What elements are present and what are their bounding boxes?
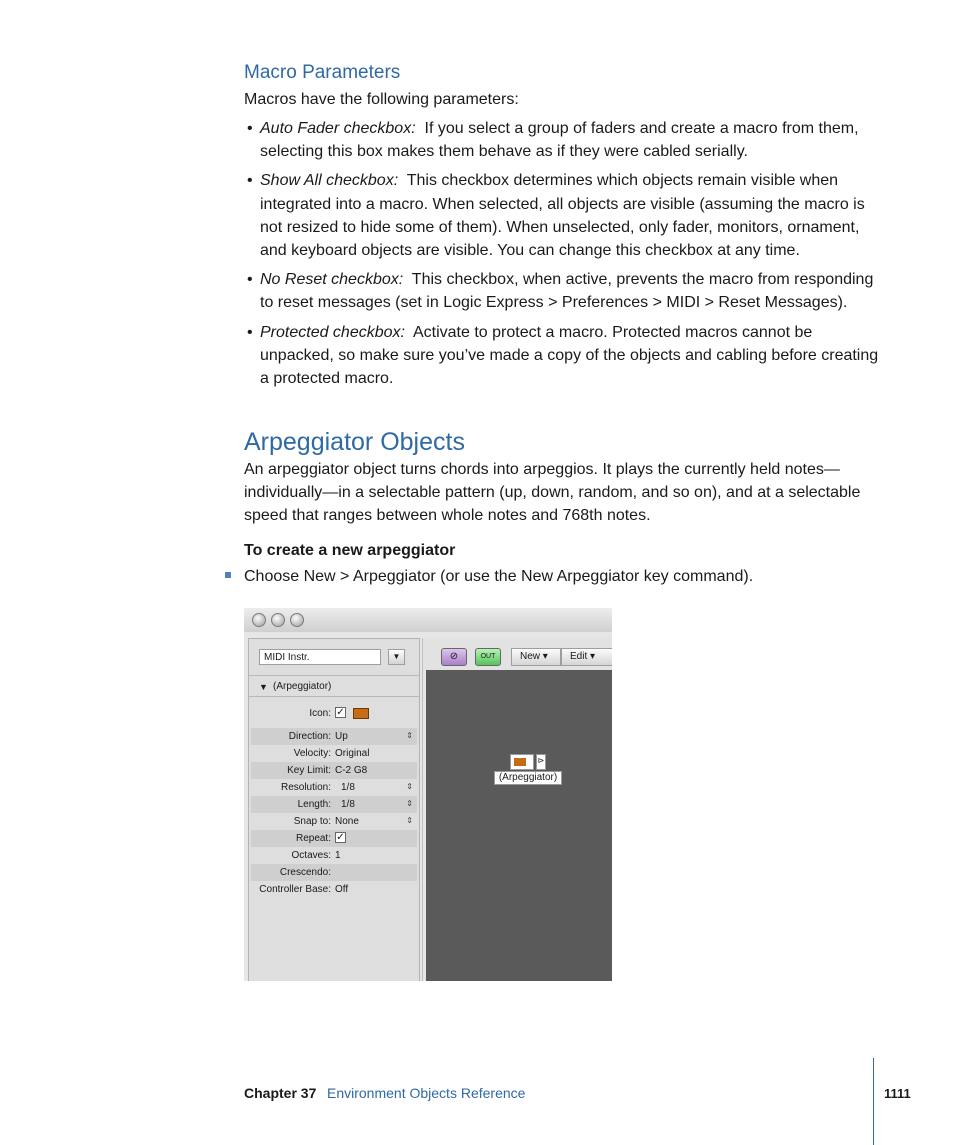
param-row-velocity[interactable] bbox=[251, 745, 417, 762]
group-label: (Arpeggiator) bbox=[273, 681, 332, 692]
param-label: Octaves: bbox=[291, 850, 331, 861]
param-label: Key Limit: bbox=[287, 765, 331, 776]
bullet-dot: • bbox=[247, 120, 253, 137]
param-row-key-limit[interactable] bbox=[251, 762, 417, 779]
param-row-octaves[interactable] bbox=[251, 847, 417, 864]
item-term: Auto Fader checkbox: bbox=[260, 120, 416, 137]
close-window-icon[interactable] bbox=[252, 613, 266, 627]
disclosure-triangle-icon[interactable]: ▼ bbox=[259, 682, 268, 692]
param-row-snap-to[interactable] bbox=[251, 813, 417, 830]
param-value[interactable]: 1 bbox=[335, 850, 341, 861]
param-label: Controller Base: bbox=[259, 884, 331, 895]
param-label: Direction: bbox=[288, 731, 331, 742]
bullet-dot: • bbox=[247, 271, 253, 289]
list-item bbox=[244, 169, 880, 262]
arpeggiator-object-label[interactable]: (Arpeggiator) bbox=[494, 771, 562, 785]
list-item bbox=[244, 321, 880, 391]
environment-toolbar bbox=[423, 638, 612, 670]
param-row-length[interactable] bbox=[251, 796, 417, 813]
macro-intro: Macros have the following parameters: bbox=[244, 91, 519, 108]
footer-divider bbox=[873, 1058, 874, 1145]
item-text: This checkbox, when active, prevents the macro from responding to reset messages (set in Logic Express > Preferences > MIDI > Reset Messages). bbox=[260, 271, 874, 312]
object-type-menu-button[interactable]: ▼ bbox=[388, 649, 405, 665]
param-label: Resolution: bbox=[280, 782, 331, 793]
param-row-crescendo[interactable] bbox=[251, 864, 417, 881]
bullet-dot: • bbox=[247, 323, 253, 341]
stepper-icon[interactable]: ⇕ bbox=[406, 731, 413, 740]
param-row-icon bbox=[251, 705, 417, 722]
inspector-panel bbox=[248, 638, 420, 981]
param-row-controller-base[interactable] bbox=[251, 881, 417, 898]
arpeggiator-icon[interactable] bbox=[353, 708, 369, 719]
footer-chapter: Chapter 37 bbox=[244, 1085, 317, 1101]
param-label: Velocity: bbox=[293, 748, 331, 759]
param-value[interactable]: Up bbox=[335, 731, 348, 742]
step-marker bbox=[225, 572, 231, 578]
section-heading-macro-parameters: Macro Parameters bbox=[244, 62, 401, 83]
minimize-window-icon[interactable] bbox=[271, 613, 285, 627]
edit-menu[interactable]: Edit ▾ bbox=[561, 648, 612, 666]
param-label: Snap to: bbox=[293, 816, 331, 827]
param-value[interactable]: Original bbox=[335, 748, 370, 759]
item-text: This checkbox determines which objects remain visible when integrated into a macro. When selected, all objects are visible (assuming the macro is not resized to hide some of them). When unselected, only fader, monitors, ornament, and keyboard objects are visible. You can change this checkbox at any time. bbox=[260, 172, 865, 260]
footer-chapter-title: Environment Objects Reference bbox=[327, 1085, 526, 1101]
param-row-direction[interactable] bbox=[251, 728, 417, 745]
new-menu[interactable]: New ▾ bbox=[511, 648, 561, 666]
item-term: Show All checkbox: bbox=[260, 172, 399, 190]
param-row-resolution[interactable] bbox=[251, 779, 417, 796]
window-titlebar bbox=[244, 608, 612, 632]
task-step: Choose New > Arpeggiator (or use the New Arpeggiator key command). bbox=[244, 568, 754, 585]
environment-area bbox=[422, 638, 612, 981]
param-label: Length: bbox=[297, 799, 331, 810]
param-value[interactable]: None bbox=[335, 816, 359, 827]
list-item bbox=[244, 268, 880, 314]
link-button[interactable]: ⊘ bbox=[441, 648, 467, 666]
arpeggiator-description: An arpeggiator object turns chords into arpeggios. It plays the currently held notes—individually—in a selectable pattern (up, down, random, and so on), and at a selectable speed that ranges between whole notes and 768th notes. bbox=[244, 461, 861, 525]
item-term: No Reset checkbox: bbox=[260, 271, 404, 289]
param-value[interactable]: Off bbox=[335, 884, 349, 895]
param-label: Repeat: bbox=[295, 833, 331, 844]
midi-out-button[interactable]: OUT bbox=[475, 648, 501, 666]
arpeggiator-icon bbox=[514, 758, 526, 766]
stepper-icon[interactable]: ⇕ bbox=[406, 782, 413, 791]
repeat-checkbox[interactable]: ✓ bbox=[336, 832, 345, 843]
task-title: To create a new arpeggiator bbox=[244, 542, 456, 559]
list-item bbox=[244, 117, 880, 163]
section-heading-arpeggiator-objects: Arpeggiator Objects bbox=[244, 428, 465, 456]
param-value[interactable]: C-2 G8 bbox=[335, 765, 368, 776]
param-row-repeat bbox=[251, 830, 417, 847]
bullet-dot: • bbox=[247, 172, 253, 190]
arpeggiator-object-icon[interactable] bbox=[510, 754, 534, 770]
page-number: 1111 bbox=[884, 1086, 911, 1101]
param-value[interactable]: 1/8 bbox=[341, 782, 355, 793]
stepper-icon[interactable]: ⇕ bbox=[406, 799, 413, 808]
item-text: If you select a group of faders and create a macro from them, selecting this box makes them behave as if they were cabled serially. bbox=[260, 120, 859, 161]
item-text: Activate to protect a macro. Protected macros cannot be unpacked, so make sure you’ve made a copy of the objects and cabling before creating a protected macro. bbox=[260, 323, 879, 388]
object-output-flag[interactable]: ⊳ bbox=[536, 754, 546, 770]
param-label: Icon: bbox=[309, 708, 331, 719]
stepper-icon[interactable]: ⇕ bbox=[406, 816, 413, 825]
object-type-field[interactable]: MIDI Instr. bbox=[259, 649, 381, 665]
icon-checkbox[interactable]: ✓ bbox=[336, 707, 345, 718]
parameter-group-header[interactable] bbox=[249, 675, 419, 697]
environment-window-screenshot bbox=[244, 608, 612, 981]
environment-canvas[interactable] bbox=[426, 670, 612, 981]
param-label: Crescendo: bbox=[279, 867, 331, 878]
item-term: Protected checkbox: bbox=[260, 323, 405, 341]
param-value[interactable]: 1/8 bbox=[341, 799, 355, 810]
zoom-window-icon[interactable] bbox=[290, 613, 304, 627]
macro-parameter-list bbox=[244, 117, 880, 396]
